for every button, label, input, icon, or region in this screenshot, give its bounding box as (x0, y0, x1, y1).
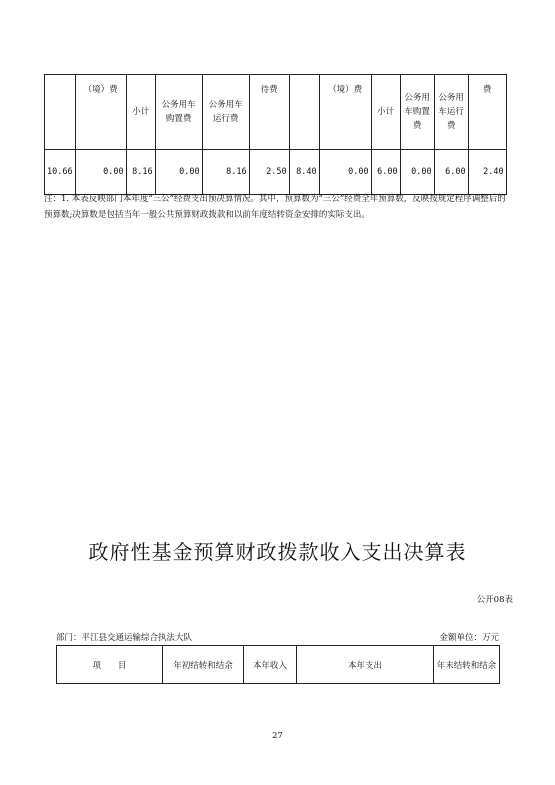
column-header: 年末结转和结余 (434, 646, 500, 684)
table-note: 注：1. 本表反映部门本年度“三公”经费支出预决算情况。其中，预算数为“三公”经费全年预算数，反映按规定程序调整后的预算数;决算数是包括当年一般公共预算财政拨款和以前年度结转资金安排的实际支出。 (44, 194, 506, 220)
header-cell: 小计 (371, 75, 400, 150)
column-header: 项 目 (57, 646, 163, 684)
column-header: 本年支出 (297, 646, 434, 684)
value-cell: 0.00 (155, 150, 202, 195)
header-cell: 小计 (126, 75, 155, 150)
header-cell: 公务用车运行费 (202, 75, 249, 150)
value-cell: 8.16 (126, 150, 155, 195)
value-cell: 0.00 (400, 150, 434, 195)
value-cell: 6.00 (371, 150, 400, 195)
three-public-expenses-table (44, 74, 507, 195)
header-cell: 待费 (249, 75, 289, 150)
value-cell: 2.40 (468, 150, 506, 195)
value-cell: 8.16 (202, 150, 249, 195)
header-cell (289, 75, 319, 150)
header-cell: 公务用车购置费 (400, 75, 434, 150)
fund-budget-table (56, 645, 500, 684)
value-cell: 0.00 (75, 150, 126, 195)
column-header: 本年收入 (244, 646, 297, 684)
header-cell: 费 (468, 75, 506, 150)
department-label: 部门：平江县交通运输综合执法大队 (56, 633, 193, 643)
value-cell: 2.50 (249, 150, 289, 195)
header-cell: 公务用车购置费 (155, 75, 202, 150)
header-cell: （境）费 (319, 75, 371, 150)
value-cell: 0.00 (319, 150, 371, 195)
section-title: 政府性基金预算财政拨款收入支出决算表 (88, 540, 467, 564)
value-cell: 6.00 (434, 150, 468, 195)
header-cell: （境）费 (75, 75, 126, 150)
column-header: 年初结转和结余 (163, 646, 244, 684)
value-cell: 8.40 (289, 150, 319, 195)
header-cell: 公务用车运行费 (434, 75, 468, 150)
header-cell (45, 75, 76, 150)
form-number: 公开08表 (476, 595, 513, 605)
value-cell: 10.66 (45, 150, 76, 195)
page-number: 27 (272, 731, 283, 741)
currency-unit-label: 金额单位：万元 (439, 633, 499, 643)
